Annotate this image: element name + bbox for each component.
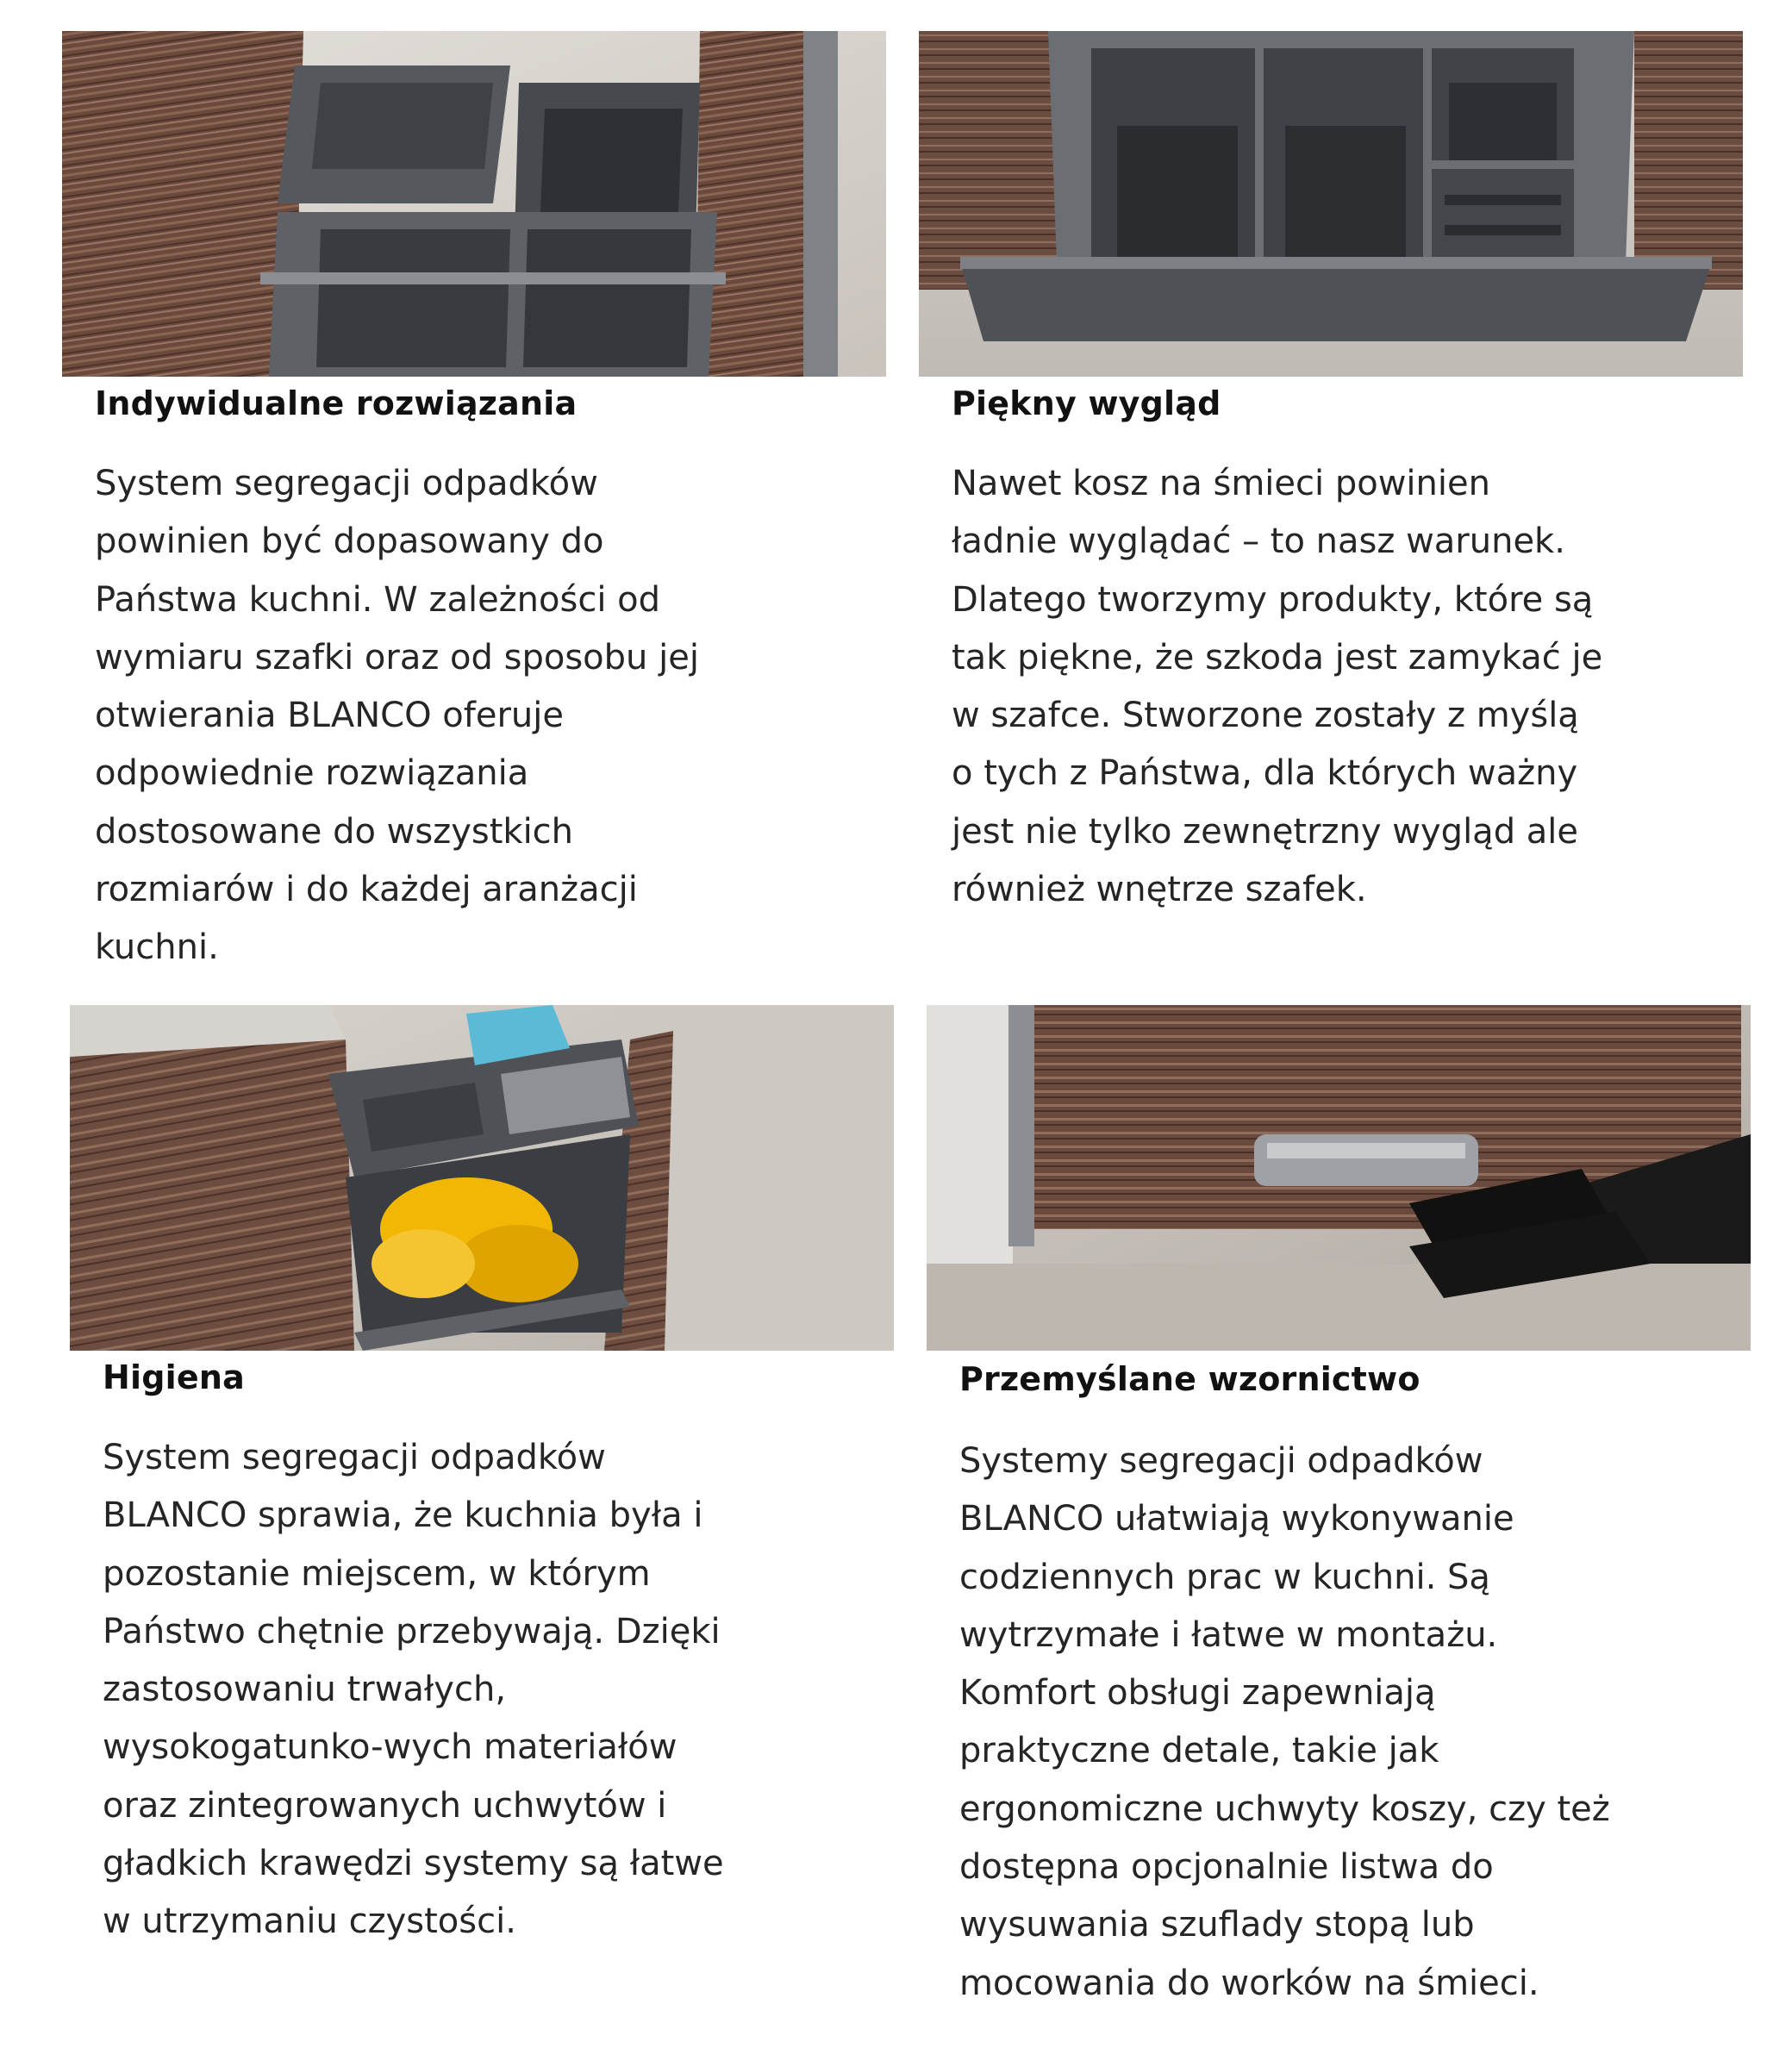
description-line: wysuwania szuflady stopą lub bbox=[959, 1905, 1475, 1945]
description-line: Komfort obsługi zapewniają bbox=[959, 1673, 1436, 1714]
description-line: powinien być dopasowany do bbox=[95, 521, 604, 562]
description-line: w szafce. Stworzone zostały z myślą bbox=[952, 696, 1579, 736]
description-line: System segregacji odpadków bbox=[95, 464, 598, 503]
card-description bbox=[95, 455, 871, 977]
feature-card-individual bbox=[62, 31, 886, 983]
card-title: Przemyślane wzornictwo bbox=[959, 1360, 1420, 1398]
description-line: wysokogatunko-wych materiałów bbox=[103, 1727, 677, 1768]
description-line: dostosowane do wszystkich bbox=[95, 811, 574, 852]
description-line: kuchni. bbox=[95, 927, 219, 968]
description-line: gładkich krawędzi systemy są łatwe bbox=[103, 1844, 724, 1884]
description-line: o tych z Państwa, dla których ważny bbox=[952, 753, 1578, 794]
description-line: Dlatego tworzymy produkty, które są bbox=[952, 579, 1594, 620]
description-line: Państwo chętnie przebywają. Dzięki bbox=[103, 1611, 721, 1652]
card-title: Indywidualne rozwiązania bbox=[95, 384, 578, 422]
feature-card-appearance bbox=[919, 31, 1743, 983]
description-line: BLANCO sprawia, że kuchnia była i bbox=[103, 1495, 703, 1536]
feature-card-design bbox=[927, 1005, 1751, 2048]
drawer-photo-3 bbox=[70, 1005, 894, 1351]
card-description bbox=[103, 1429, 878, 1951]
description-line: dostępna opcjonalnie listwa do bbox=[959, 1847, 1494, 1888]
description-line: pozostanie miejscem, w którym bbox=[103, 1553, 651, 1594]
description-line: BLANCO ułatwiają wykonywanie bbox=[959, 1499, 1514, 1539]
description-line: mocowania do worków na śmieci. bbox=[959, 1963, 1539, 2003]
description-line: Nawet kosz na śmieci powinien bbox=[952, 464, 1490, 503]
description-line: w utrzymaniu czystości. bbox=[103, 1901, 516, 1942]
description-line: tak piękne, że szkoda jest zamykać je bbox=[952, 637, 1603, 677]
description-line: rozmiarów i do każdej aranżacji bbox=[95, 870, 638, 910]
description-line: wymiaru szafki oraz od sposobu jej bbox=[95, 637, 699, 677]
description-line: jest nie tylko zewnętrzny wygląd ale bbox=[952, 811, 1579, 852]
card-description bbox=[952, 455, 1727, 919]
feature-card-hygiene bbox=[70, 1005, 894, 1996]
description-line: otwierania BLANCO oferuje bbox=[95, 696, 564, 736]
description-line: zastosowaniu trwałych, bbox=[103, 1670, 507, 1710]
card-title: Piękny wygląd bbox=[952, 384, 1221, 422]
drawer-photo-2 bbox=[919, 31, 1743, 377]
description-line: Systemy segregacji odpadków bbox=[959, 1441, 1483, 1481]
description-line: System segregacji odpadków bbox=[103, 1438, 606, 1477]
description-line: praktyczne detale, takie jak bbox=[959, 1731, 1439, 1771]
drawer-photo-4 bbox=[927, 1005, 1751, 1351]
description-line: ładnie wyglądać – to nasz warunek. bbox=[952, 521, 1565, 562]
description-line: wytrzymałe i łatwe w montażu. bbox=[959, 1614, 1498, 1655]
drawer-photo-1 bbox=[62, 31, 886, 377]
card-title: Higiena bbox=[103, 1358, 245, 1396]
description-line: Państwa kuchni. W zależności od bbox=[95, 579, 661, 620]
description-line: również wnętrze szafek. bbox=[952, 870, 1367, 910]
description-line: oraz zintegrowanych uchwytów i bbox=[103, 1785, 667, 1826]
description-line: codziennych prac w kuchni. Są bbox=[959, 1557, 1490, 1597]
description-line: ergonomiczne uchwyty koszy, czy też bbox=[959, 1789, 1610, 1829]
card-description bbox=[959, 1433, 1735, 2013]
description-line: odpowiednie rozwiązania bbox=[95, 753, 529, 794]
